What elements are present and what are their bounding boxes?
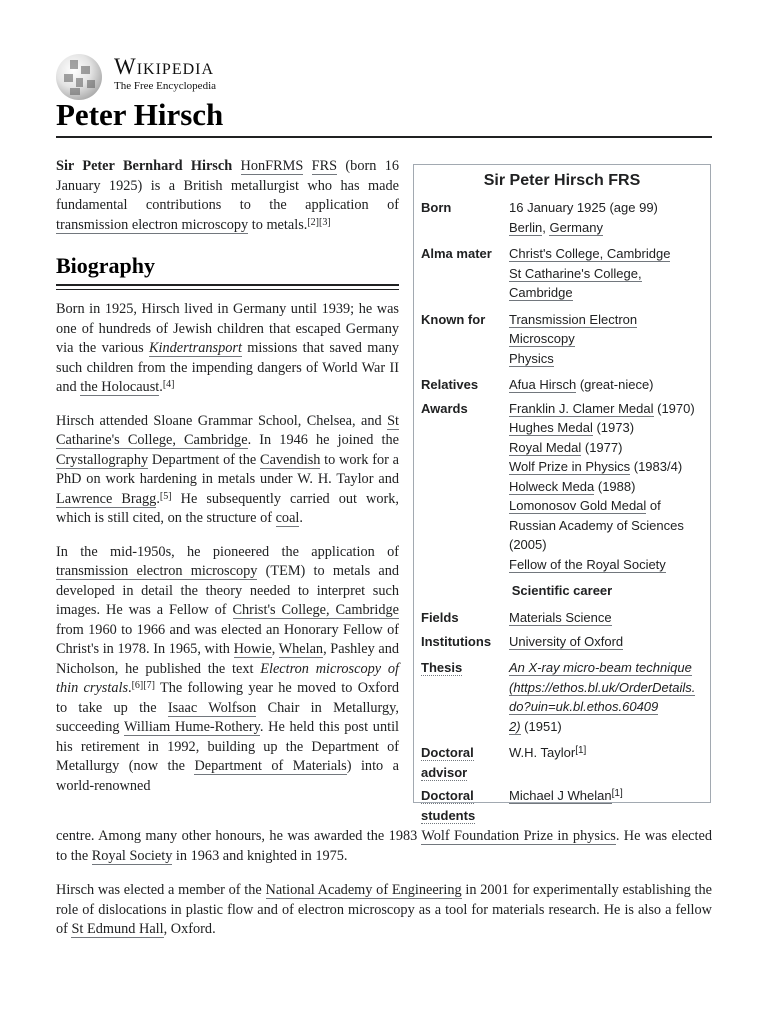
cavendish-link[interactable]: Cavendish: [260, 451, 321, 468]
infobox-value: [509, 608, 710, 628]
infobox-row-doctoral-advisor: [414, 743, 710, 782]
infobox-row-fields: [414, 608, 710, 628]
paragraph-text: [56, 827, 712, 866]
infobox-title: Sir Peter Hirsch FRS: [483, 172, 641, 189]
isaac-wolfson-link[interactable]: Isaac Wolfson: [167, 699, 257, 716]
award-item-cont: Russian Academy of Sciences: [509, 517, 684, 533]
text: .: [299, 510, 303, 526]
award-link[interactable]: Fellow of the Royal Society: [509, 556, 666, 572]
label-line: Doctoral: [421, 788, 474, 803]
christs-college-link[interactable]: Christ's College, Cambridge: [232, 602, 400, 618]
award-year: (1973): [592, 420, 635, 435]
relation-note: (great-niece): [576, 377, 654, 392]
text: , Pashley and Nicholson, he published the text: [56, 641, 400, 677]
text: Chair in Metallurgy, succeeding: [56, 699, 399, 735]
infobox-label: Born: [421, 200, 452, 215]
label-line: Doctoral: [421, 745, 474, 760]
bio-paragraph-4: [56, 881, 712, 940]
infobox-label: Awards: [421, 400, 468, 416]
born-place: [509, 218, 706, 238]
kindertransport-link[interactable]: Kindertransport: [148, 340, 242, 356]
infobox-label: Alma mater: [421, 246, 492, 261]
award-link[interactable]: Franklin J. Clamer Medal: [509, 400, 654, 416]
wolf-prize-link[interactable]: Wolf Foundation Prize in physics: [421, 828, 616, 844]
nae-link[interactable]: National Academy of Engineering: [265, 882, 462, 898]
st-edmund-hall-link[interactable]: St Edmund Hall: [71, 921, 164, 937]
separator: ,: [542, 219, 550, 235]
text: Hirsch attended Sloane Grammar School, Chelsea, and: [56, 412, 388, 429]
section-heading-biography: Biography: [56, 251, 399, 286]
physics-link[interactable]: Physics: [509, 350, 554, 366]
text: .: [156, 490, 160, 507]
infobox: [413, 164, 711, 823]
text: He subsequently carried out work, which is still cited, on the structure of: [56, 490, 399, 526]
subject-name: Sir Peter Bernhard Hirsch: [56, 158, 233, 174]
honfrms-link[interactable]: HonFRMS: [240, 158, 304, 174]
wikipedia-logo[interactable]: [56, 53, 296, 99]
infobox-row-born: [414, 198, 710, 237]
text: .: [159, 379, 163, 395]
infobox-value: [509, 632, 710, 652]
text: Department of the: [148, 451, 261, 468]
award-year: of: [646, 498, 661, 513]
wikipedia-tagline: The Free Encyclopedia: [114, 80, 217, 92]
label-line: students: [421, 807, 476, 823]
infobox-label: Relatives: [421, 377, 479, 392]
infobox-row-known-for: [414, 310, 710, 369]
oxford-link[interactable]: University of Oxford: [509, 633, 624, 649]
text: Born in 1925, Hirsch lived in Germany until 1939; he was one of hundreds of Jewish children that escaped Germany via the various: [56, 301, 399, 356]
award-link[interactable]: Royal Medal: [509, 439, 582, 455]
award-item: [509, 457, 706, 477]
thesis-label: Thesis: [421, 660, 463, 675]
text: (TEM) to metals and developed in detail the theory needed to interpret such images. He was a Fellow of: [56, 563, 399, 618]
reference-link[interactable]: [6][7]: [131, 680, 155, 691]
bio-paragraph-3: [56, 543, 399, 797]
text: in 2001 for experimentally establishing the role of dislocations in plastic flow and of electron microscopy as a tool for materials research. He is also a fellow of: [56, 882, 712, 937]
tem-link[interactable]: transmission electron microscopy: [56, 563, 258, 579]
howie-link[interactable]: Howie: [233, 641, 272, 657]
germany-link[interactable]: Germany: [549, 219, 603, 235]
berlin-link[interactable]: Berlin: [509, 219, 543, 235]
materials-science-link[interactable]: Materials Science: [509, 610, 612, 625]
christs-college-link[interactable]: Christ's College, Cambridge: [509, 246, 671, 261]
whelan-link[interactable]: Whelan: [278, 641, 324, 657]
award-year: (1988): [594, 478, 636, 494]
award-year: (1983/4): [630, 459, 683, 474]
label-line: advisor: [421, 764, 468, 780]
award-year: (1977): [581, 439, 623, 455]
st-catharines-link[interactable]: St Catharine's College, Cambridge: [56, 412, 399, 448]
award-link[interactable]: Wolf Prize in Physics: [509, 459, 631, 474]
thesis-url[interactable]: 2): [509, 718, 521, 734]
crystallography-link[interactable]: Crystallography: [56, 451, 149, 468]
lead-text: (born 16 January 1925) is a British metallurgist who has made fundamental contributions to the application of: [56, 158, 400, 213]
text: missions that saved many such children from the impending dangers of World War II and: [56, 340, 399, 395]
whelan-link[interactable]: Michael J Whelan: [509, 788, 612, 803]
tem-link[interactable]: Transmission Electron: [509, 311, 638, 327]
award-link[interactable]: Hughes Medal: [509, 420, 593, 435]
holocaust-link[interactable]: the Holocaust: [80, 379, 160, 395]
paragraph-text: [56, 881, 712, 940]
text: . He was elected to the: [56, 828, 712, 864]
text: , Oxford.: [163, 921, 216, 937]
text: in 1963 and knighted in 1975.: [172, 847, 348, 864]
infobox-subheading: Scientific career: [511, 583, 613, 598]
lawrence-bragg-link[interactable]: Lawrence Bragg: [56, 490, 157, 507]
thesis-url[interactable]: (https://ethos.bl.uk/OrderDetails.: [509, 679, 696, 695]
infobox-value: [509, 743, 710, 782]
afua-hirsch-link[interactable]: Afua Hirsch: [509, 377, 577, 392]
award-year: (1970): [653, 400, 695, 416]
infobox-label: [421, 743, 509, 782]
award-link[interactable]: Holweck Meda: [509, 478, 595, 494]
reference-link[interactable]: [4]: [162, 379, 175, 390]
infobox-value: [509, 399, 710, 575]
coal-link[interactable]: coal: [275, 510, 300, 526]
infobox-row-awards: [414, 399, 710, 575]
page-title: Peter Hirsch: [56, 94, 712, 138]
award-item: [509, 555, 706, 575]
microscopy-link[interactable]: Microscopy: [509, 331, 575, 346]
lead-text-end: to metals.: [248, 216, 308, 233]
lead-paragraph: [56, 157, 399, 235]
born-date: 16 January 1925 (age 99): [509, 200, 658, 215]
infobox-value: [509, 198, 710, 237]
wikipedia-wordmark: Wikipedia: [114, 54, 215, 79]
text: ,: [271, 641, 279, 657]
text: . He held this post until his retirement in 1992, building up the Department of Metallurgy (now the: [56, 719, 400, 774]
infobox-label: Known for: [421, 311, 486, 327]
bio-paragraph-1: [56, 300, 399, 398]
frs-link[interactable]: FRS: [311, 158, 338, 174]
infobox-row-thesis: [414, 658, 710, 736]
reference-link[interactable]: [5]: [159, 490, 172, 502]
reference-link[interactable]: [2][3]: [307, 216, 331, 228]
infobox-row-alma-mater: [414, 244, 710, 303]
text: The following year he moved to Oxford to take up the: [56, 680, 399, 716]
reference-link[interactable]: [1]: [575, 745, 587, 756]
infobox-value: [509, 310, 710, 369]
text: In the mid-1950s, he pioneered the application of: [56, 543, 399, 560]
department-of-materials-link[interactable]: Department of Materials: [194, 758, 347, 774]
award-item: [509, 496, 706, 516]
thesis-link[interactable]: An X-ray micro-beam technique: [509, 660, 692, 675]
reference-link[interactable]: [1]: [611, 788, 623, 799]
infobox-row-relatives: [414, 375, 710, 395]
hume-rothery-link[interactable]: William Hume-Rothery: [123, 719, 260, 735]
infobox-label: Fields: [421, 610, 459, 625]
infobox-value: [509, 658, 710, 736]
infobox-value: [509, 375, 710, 395]
award-item-cont: (2005): [509, 537, 547, 552]
infobox-label: [421, 658, 509, 736]
text: Hirsch was elected a member of the: [56, 882, 266, 898]
cambridge-link[interactable]: Cambridge: [509, 285, 573, 300]
royal-society-link[interactable]: Royal Society: [91, 847, 173, 864]
article-body-column: [56, 157, 399, 796]
text: . In 1946 he joined the: [247, 432, 399, 448]
tem-link[interactable]: transmission electron microscopy: [56, 216, 249, 233]
award-item: [509, 418, 706, 438]
book-title: Electron microscopy of thin crystals: [56, 660, 400, 696]
award-link[interactable]: Lomonosov Gold Medal: [509, 498, 647, 513]
text: .: [128, 680, 132, 696]
advisor-name: W.H. Taylor: [509, 745, 576, 760]
infobox-label: [421, 786, 509, 825]
text: ) into a world-renowned: [56, 758, 399, 794]
infobox-value: [509, 786, 710, 825]
infobox-label: Institutions: [421, 633, 492, 649]
text: from 1960 to 1966 and was elected an Honorary Fellow of Christ's in 1978. In 1965, with: [56, 621, 399, 657]
bio-paragraph-2: [56, 412, 399, 529]
text: centre. Among many other honours, he was awarded the 1983: [56, 828, 422, 844]
award-item: [509, 438, 706, 458]
thesis-year: (1951): [520, 718, 562, 734]
infobox-value: [509, 244, 710, 303]
infobox-row-doctoral-students: [414, 786, 710, 825]
st-catharines-link[interactable]: St Catharine's College,: [509, 265, 642, 281]
thesis-url[interactable]: do?uin=uk.bl.ethos.60409: [509, 699, 659, 714]
award-item: [509, 399, 706, 419]
text: to work for a PhD on work hardening in metals under W. H. Taylor and: [56, 451, 399, 487]
bio-paragraph-3-continued: [56, 827, 712, 866]
award-item: [509, 477, 706, 497]
infobox-row-institutions: [414, 632, 710, 652]
